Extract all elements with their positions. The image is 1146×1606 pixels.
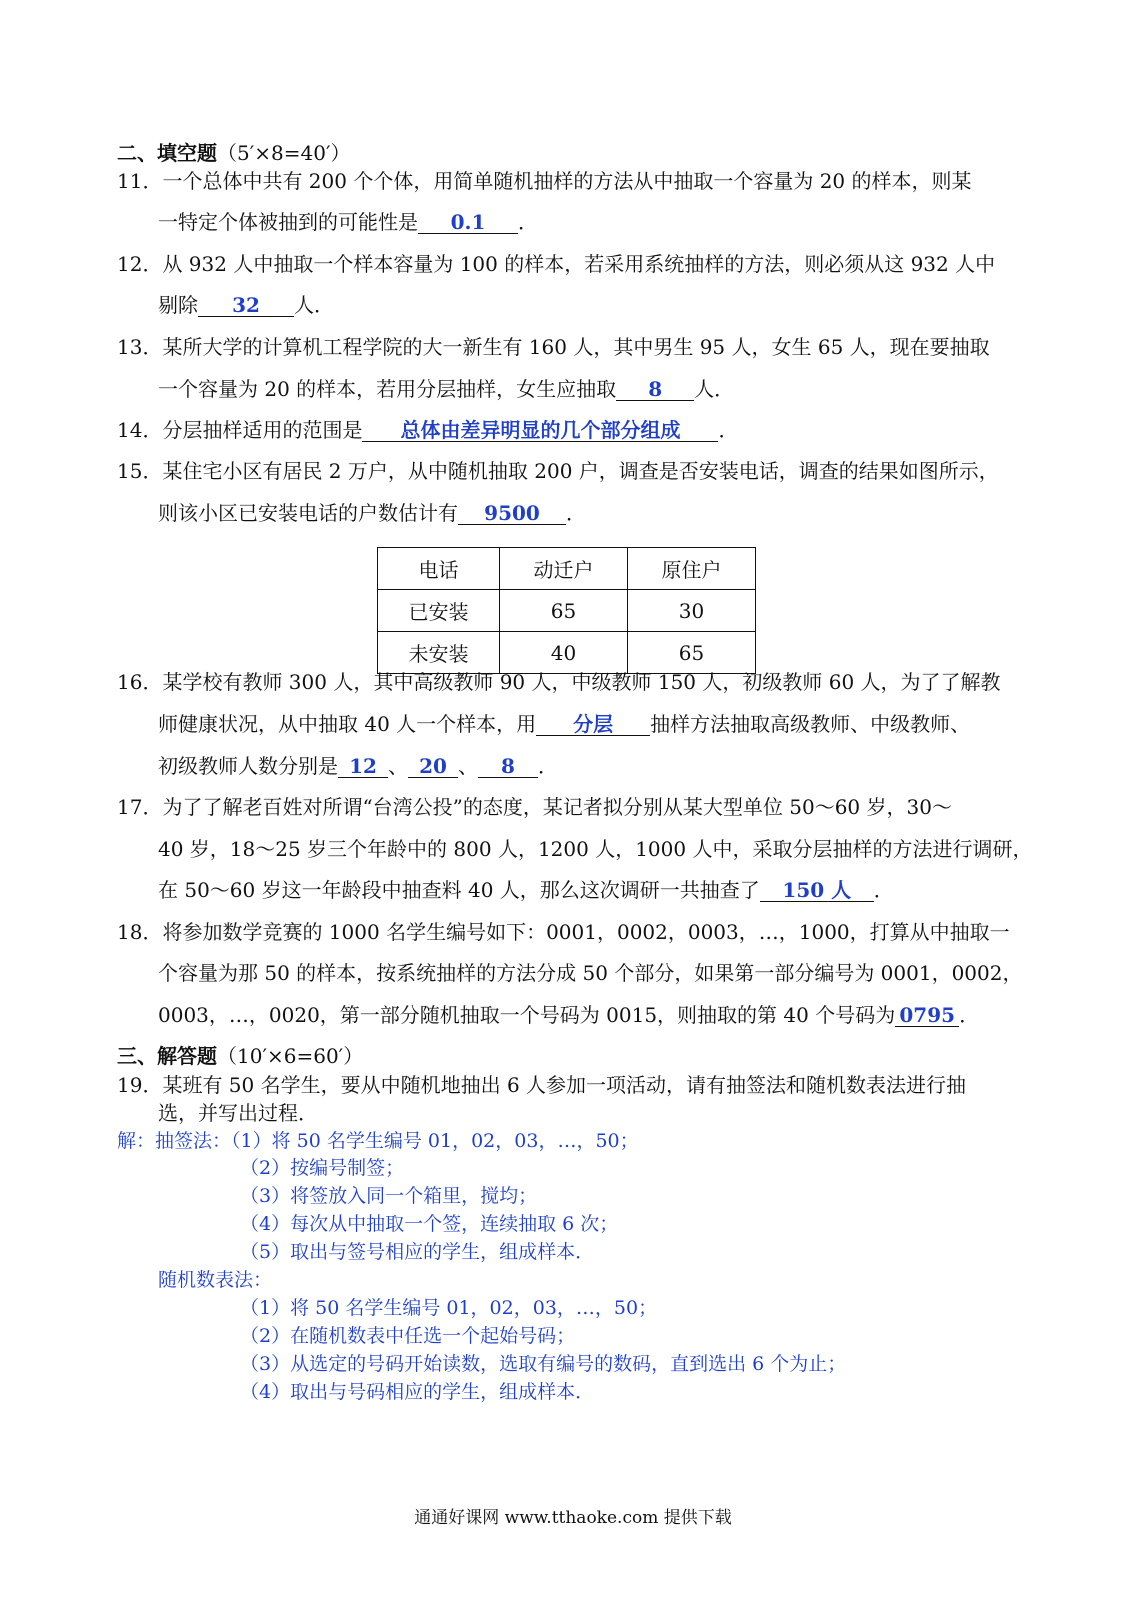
question-text: 个容量为那 50 的样本，按系统抽样的方法分成 50 个部分，如果第一部分编号为 0001，0002， xyxy=(158,961,1023,985)
question-18-line-2 xyxy=(158,961,1022,985)
question-text: 某学校有教师 300 人，其中高级教师 90 人，中级教师 150 人，初级教师 60 人，为了了解教 xyxy=(162,670,1001,694)
answer-blank: 150 人 xyxy=(760,879,874,902)
question-number: 19． xyxy=(117,1073,163,1097)
page-footer: 通通好课网 www.tthaoke.com 提供下载 xyxy=(414,1508,732,1528)
solution-step: （3）从选定的号码开始读数，选取有编号的数码，直到选出 6 个为止； xyxy=(240,1353,847,1375)
question-text: 某住宅小区有居民 2 万户，从中随机抽取 200 户，调查是否安装电话，调查的结果如图所示， xyxy=(162,459,999,483)
solution-method-1-heading xyxy=(117,1129,639,1153)
question-number: 18． xyxy=(117,920,163,944)
question-text: 从 932 人中抽取一个样本容量为 100 的样本，若采用系统抽样的方法，则必须从这 932 人中 xyxy=(162,252,996,276)
answer-blank: 20 xyxy=(408,755,458,778)
question-16-line-2 xyxy=(158,712,970,736)
question-text: 40 岁，18～25 岁三个年龄中的 800 人，1200 人，1000 人中，采取分层抽样的方法进行调研， xyxy=(158,837,1033,861)
method-1-title: 抽签法： xyxy=(155,1130,232,1152)
separator: 、 xyxy=(388,754,408,778)
question-18-line-3 xyxy=(158,1003,979,1027)
solution-step: （2）在随机数表中任选一个起始号码； xyxy=(240,1325,576,1347)
question-text: 抽样方法抽取高级教师、中级教师、 xyxy=(650,712,971,736)
table-row xyxy=(378,632,756,674)
table-header-row xyxy=(378,548,756,590)
question-11-line-1 xyxy=(117,169,972,193)
question-number: 16． xyxy=(117,670,163,694)
question-text: 某班有 50 名学生，要从中随机地抽出 6 人参加一项活动，请有抽签法和随机数表法进行抽 xyxy=(162,1073,967,1097)
table-cell: 40 xyxy=(500,632,628,674)
question-text: 人． xyxy=(694,377,735,401)
table-header-cell: 电话 xyxy=(378,548,500,590)
solution-step: （4）每次从中抽取一个签，连续抽取 6 次； xyxy=(240,1213,619,1235)
question-text: 0003，…，0020，第一部分随机抽取一个号码为 0015，则抽取的第 40 个号码为 xyxy=(158,1003,896,1027)
table-cell: 30 xyxy=(628,590,756,632)
question-12-line-1 xyxy=(117,252,995,276)
answer-blank: 0.1 xyxy=(418,211,518,234)
question-text: 分层抽样适用的范围是 xyxy=(162,418,363,442)
method-2-title: 随机数表法： xyxy=(158,1269,273,1291)
section-3-heading xyxy=(117,1044,363,1068)
question-18-line-1 xyxy=(117,920,1010,944)
question-number: 15． xyxy=(117,459,163,483)
punctuation: ． xyxy=(538,754,558,778)
question-text: 初级教师人数分别是 xyxy=(158,754,338,778)
answer-blank: 32 xyxy=(198,294,294,317)
question-number: 11． xyxy=(117,169,163,193)
question-14-line-1 xyxy=(117,418,738,442)
punctuation: ． xyxy=(959,1003,980,1027)
answer-blank: 8 xyxy=(616,378,694,401)
solution-step: （1）将 50 名学生编号 01，02，03，…，50； xyxy=(240,1297,658,1319)
solution-step: （4）取出与号码相应的学生，组成样本． xyxy=(240,1381,595,1403)
question-15-line-2 xyxy=(158,501,586,525)
question-16-line-1 xyxy=(117,670,1001,694)
question-16-line-3 xyxy=(158,754,558,778)
table-cell: 未安装 xyxy=(378,632,500,674)
question-12-line-2 xyxy=(158,293,334,317)
question-number: 14． xyxy=(117,418,163,442)
table-header-cell: 动迁户 xyxy=(500,548,628,590)
question-17-line-2 xyxy=(158,837,1032,861)
question-text: 师健康状况，从中抽取 40 人一个样本，用 xyxy=(158,712,537,736)
answer-blank: 总体由差异明显的几个部分组成 xyxy=(362,419,718,442)
table-row xyxy=(378,590,756,632)
punctuation: ． xyxy=(566,501,586,525)
solution-step: （3）将签放入同一个箱里，搅均； xyxy=(240,1185,538,1207)
solution-label: 解： xyxy=(117,1130,156,1152)
question-15-line-1 xyxy=(117,459,999,483)
question-13-line-1 xyxy=(117,335,990,359)
question-number: 12． xyxy=(117,252,163,276)
punctuation: ． xyxy=(718,418,739,442)
section-2-heading xyxy=(117,141,351,165)
question-13-line-2 xyxy=(158,377,734,401)
answer-blank: 8 xyxy=(478,755,538,778)
question-text: 在 50～60 岁这一年龄段中抽查料 40 人，那么这次调研一共抽查了 xyxy=(158,878,760,902)
table-cell: 已安装 xyxy=(378,590,500,632)
question-text: 人． xyxy=(294,293,334,317)
solution-step: （1）将 50 名学生编号 01，02，03，…，50； xyxy=(231,1130,639,1152)
punctuation: ． xyxy=(873,878,894,902)
section-3-score: （10′×6=60′） xyxy=(217,1044,364,1068)
question-number: 13． xyxy=(117,335,163,359)
question-text: 某所大学的计算机工程学院的大一新生有 160 人，其中男生 95 人，女生 65 人，现在要抽取 xyxy=(162,335,990,359)
table-cell: 65 xyxy=(500,590,628,632)
question-number: 17． xyxy=(117,795,163,819)
question-19-line-2 xyxy=(158,1101,318,1125)
question-text: 则该小区已安装电话的户数估计有 xyxy=(158,501,458,525)
solution-step: （5）取出与签号相应的学生，组成样本． xyxy=(240,1241,595,1263)
question-text: 剔除 xyxy=(158,293,198,317)
survey-table xyxy=(377,547,756,674)
question-text: 为了了解老百姓对所谓“台湾公投”的态度，某记者拟分别从某大型单位 50～60 岁，30～ xyxy=(162,795,952,819)
question-text: 选，并写出过程． xyxy=(158,1101,318,1125)
answer-blank: 9500 xyxy=(458,502,566,525)
separator: 、 xyxy=(458,754,478,778)
table-header-cell: 原住户 xyxy=(628,548,756,590)
question-19-line-1 xyxy=(117,1073,966,1097)
section-2-title: 二、填空题 xyxy=(117,141,217,165)
answer-blank: 0795 xyxy=(895,1004,959,1027)
table-cell: 65 xyxy=(628,632,756,674)
section-2-score: （5′×8=40′） xyxy=(217,141,351,165)
question-text: 一个容量为 20 的样本，若用分层抽样，女生应抽取 xyxy=(158,377,617,401)
question-text: 一个总体中共有 200 个个体，用简单随机抽样的方法从中抽取一个容量为 20 的样本，则某 xyxy=(162,169,972,193)
punctuation: ． xyxy=(518,210,538,234)
answer-blank: 分层 xyxy=(536,713,650,736)
question-17-line-3 xyxy=(158,878,894,902)
solution-step: （2）按编号制签； xyxy=(240,1157,405,1179)
question-17-line-1 xyxy=(117,795,952,819)
question-11-line-2 xyxy=(158,210,538,234)
question-text: 将参加数学竞赛的 1000 名学生编号如下：0001，0002，0003，…，1000，打算从中抽取一 xyxy=(162,920,1010,944)
answer-blank: 12 xyxy=(338,755,388,778)
section-3-title: 三、解答题 xyxy=(117,1044,217,1068)
question-text: 一特定个体被抽到的可能性是 xyxy=(158,210,418,234)
